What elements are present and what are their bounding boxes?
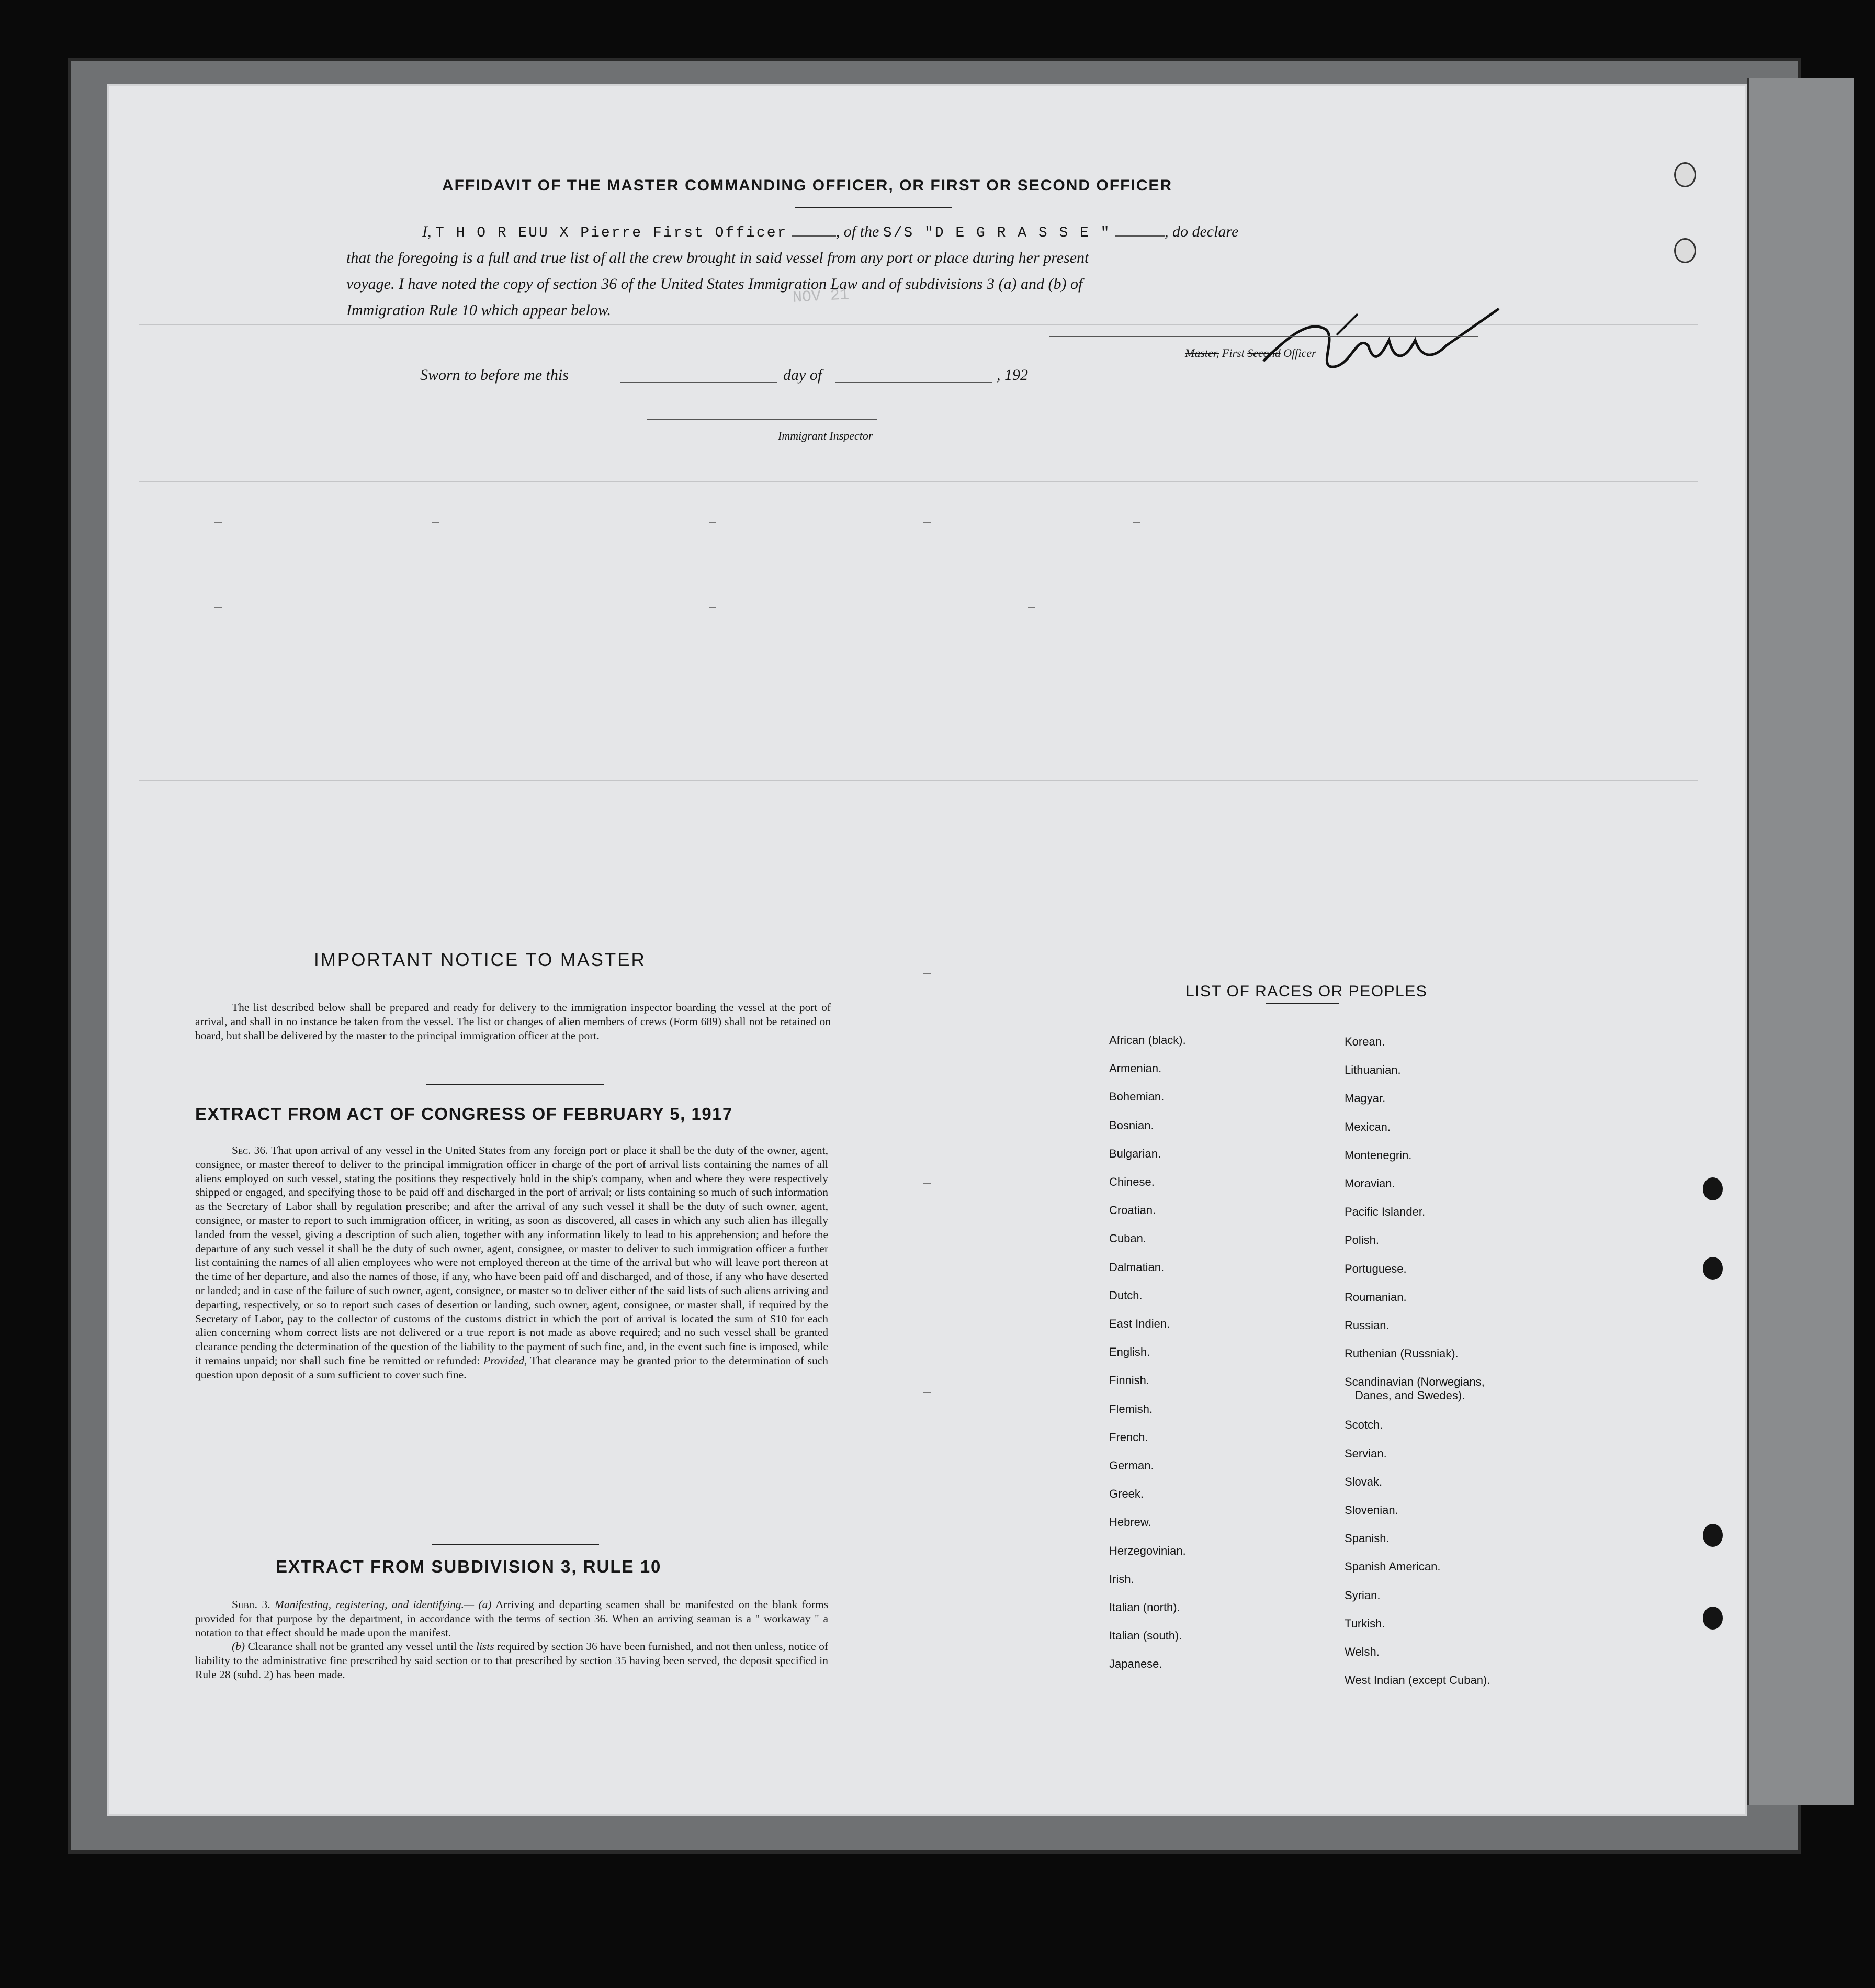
race-item: Korean.	[1345, 1035, 1385, 1048]
race-item: Pacific Islander.	[1345, 1205, 1426, 1219]
binder-hole	[1674, 162, 1696, 187]
races-underline	[1266, 1003, 1339, 1004]
race-item: African (black).	[1109, 1034, 1186, 1047]
race-item: Montenegrin.	[1345, 1148, 1412, 1162]
race-item: Herzegovinian.	[1109, 1544, 1186, 1557]
line1-suffix: , do declare	[1164, 223, 1239, 240]
rule-para-1: Arriving and departing seamen shall be manifested on the blank forms provided for that purpose by the department, in accordance with the terms of section 36. When an arriving seaman is a " workaway " a notation to that effect should be made upon the manifest.	[195, 1598, 828, 1639]
sworn-day-line	[620, 382, 777, 383]
race-item: German.	[1109, 1459, 1154, 1472]
race-item: Italian (south).	[1109, 1629, 1182, 1643]
race-item: Slovenian.	[1345, 1503, 1398, 1517]
race-item: Dalmatian.	[1109, 1260, 1165, 1274]
officer-name: T H O R EUU X Pierre First Officer	[435, 225, 788, 241]
binder-hole	[1703, 1607, 1723, 1630]
notice-title: IMPORTANT NOTICE TO MASTER	[314, 950, 646, 970]
caption-master-struck: Master,	[1185, 346, 1219, 360]
binder-hole	[1703, 1524, 1723, 1547]
grid-dash	[214, 607, 222, 608]
notice-text	[195, 1001, 831, 1042]
extract-act-text	[195, 1143, 828, 1382]
binder-hole	[1703, 1177, 1723, 1200]
grid-dash	[923, 1392, 931, 1393]
race-item: Syrian.	[1345, 1588, 1381, 1602]
inspector-line	[647, 419, 877, 420]
race-item: East Indien.	[1109, 1317, 1170, 1330]
extract-rule-text	[195, 1598, 828, 1682]
grid-dash	[1028, 607, 1035, 608]
vessel-name: S/S "D E G R A S S E "	[883, 225, 1111, 241]
grid-dash	[1133, 522, 1140, 523]
race-item: Spanish American.	[1345, 1560, 1441, 1574]
act-section-label: Sec. 36.	[232, 1144, 268, 1156]
race-item: Greek.	[1109, 1487, 1144, 1501]
race-item: Croatian.	[1109, 1204, 1156, 1217]
title-underline	[795, 207, 952, 208]
race-item: Italian (north).	[1109, 1601, 1180, 1614]
affidavit-title: AFFIDAVIT OF THE MASTER COMMANDING OFFICER, OR FIRST OR SECOND OFFICER	[442, 177, 1173, 194]
affidavit-page	[107, 84, 1747, 1816]
race-item: Dutch.	[1109, 1288, 1143, 1302]
signature-line	[1049, 336, 1478, 337]
race-item: Slovak.	[1345, 1475, 1383, 1488]
race-item: Spanish.	[1345, 1532, 1390, 1545]
rule-lists-word: lists	[476, 1640, 494, 1653]
sworn-month-line	[835, 382, 992, 383]
race-item: Portuguese.	[1345, 1262, 1407, 1275]
race-item: Turkish.	[1345, 1616, 1385, 1630]
caption-first: First	[1222, 346, 1245, 360]
race-item: Russian.	[1345, 1319, 1390, 1332]
caption-second-struck: Second	[1247, 346, 1281, 360]
grid-dash	[709, 607, 716, 608]
race-item: Danes, and Swedes).	[1355, 1389, 1465, 1402]
race-item: West Indian (except Cuban).	[1345, 1673, 1490, 1687]
race-item: Armenian.	[1109, 1062, 1162, 1075]
race-item: Mexican.	[1345, 1120, 1391, 1133]
right-edge-sheet	[1747, 78, 1854, 1805]
grid-dash	[923, 1183, 931, 1184]
notice-divider	[426, 1084, 604, 1085]
bleed-through-line	[139, 780, 1698, 781]
binder-hole	[1674, 238, 1696, 263]
race-item: Finnish.	[1109, 1374, 1150, 1387]
race-item: Flemish.	[1109, 1402, 1153, 1416]
grid-dash	[709, 522, 716, 523]
rule-subd-label: Subd. 3.	[232, 1598, 270, 1611]
races-title: LIST OF RACES OR PEOPLES	[1185, 983, 1428, 1000]
race-item: Welsh.	[1345, 1645, 1380, 1658]
rule-para-2a: Clearance shall not be granted any vessel until the	[247, 1640, 473, 1653]
race-item: Moravian.	[1345, 1177, 1395, 1190]
sworn-text: Sworn to before me this	[420, 366, 569, 384]
bleed-through-line	[139, 481, 1698, 482]
race-item: Bosnian.	[1109, 1118, 1154, 1132]
signature-caption	[1185, 346, 1316, 360]
race-item: Scotch.	[1345, 1418, 1383, 1432]
grid-dash	[923, 973, 931, 974]
race-item: Japanese.	[1109, 1657, 1162, 1671]
caption-officer: Officer	[1283, 346, 1316, 360]
extract-rule-title: EXTRACT FROM SUBDIVISION 3, RULE 10	[276, 1557, 662, 1576]
race-item: Cuban.	[1109, 1232, 1146, 1245]
race-item: Servian.	[1345, 1446, 1387, 1460]
race-item: English.	[1109, 1345, 1150, 1359]
grid-dash	[923, 522, 931, 523]
bleed-through-stamp: NOV 21	[792, 286, 850, 307]
race-item: Roumanian.	[1345, 1290, 1407, 1304]
sworn-year: , 192	[997, 366, 1028, 384]
act-provided: Provided,	[483, 1354, 527, 1367]
affidavit-line-4: Immigration Rule 10 which appear below.	[346, 301, 612, 319]
grid-dash	[432, 522, 439, 523]
race-item: Bohemian.	[1109, 1090, 1165, 1104]
rule-heading: Manifesting, registering, and identifying.— (a)	[275, 1598, 492, 1611]
race-item: Polish.	[1345, 1233, 1380, 1247]
binder-hole	[1703, 1257, 1723, 1280]
act-divider	[432, 1544, 599, 1545]
notice-body: The list described below shall be prepared and ready for delivery to the immigration inspector boarding the vessel at the port of arrival, and shall in no instance be taken from the vessel. The list or changes of alien members of crews (Form 689) shall not be retained on board, but shall be delivered by the master to the principal immigration officer at the port.	[195, 1001, 831, 1042]
rule-para-2b: required by section 36 have been furnished, and not then unless, notice of liability to the administrative fine prescribed by said section or to that prescribed by section 35 having been served, the deposit specified in Rule 28 (subd. 2) has been made.	[195, 1640, 829, 1681]
sworn-dayof: day of	[783, 366, 822, 384]
race-item: Chinese.	[1109, 1175, 1155, 1188]
race-item: Lithuanian.	[1345, 1063, 1401, 1077]
line1-of: , of the	[835, 223, 879, 240]
affidavit-line-3: voyage. I have noted the copy of section 36 of the United States Immigration Law and of subdivisions 3 (a) and (b) of	[346, 275, 1083, 293]
rule-b-label: (b)	[232, 1640, 245, 1653]
grid-dash	[214, 522, 222, 523]
extract-act-title: EXTRACT FROM ACT OF CONGRESS OF FEBRUARY 5, 1917	[195, 1104, 733, 1124]
race-item: Hebrew.	[1109, 1515, 1151, 1529]
race-item: French.	[1109, 1430, 1148, 1444]
line1-prefix: I,	[422, 223, 432, 240]
affidavit-line-2: that the foregoing is a full and true list of all the crew brought in said vessel from any port or place during her present	[346, 249, 1089, 266]
race-item: Ruthenian (Russniak).	[1345, 1347, 1459, 1361]
race-item: Irish.	[1109, 1572, 1134, 1586]
act-body: That upon arrival of any vessel in the United States from any foreign port or place it shall be the duty of the owner, agent, consignee, or master thereof to deliver to the principal immigration officer in charge of the port of arrival lists containing the names of all aliens employed on such vessel, stating the positions they respectively hold in the ship's company, when and where they were respectively shipped or engaged, and specifying those to be paid off and discharged in the port of arrival; or lists containing so much of such information as the Secretary of Labor shall by regulation prescribe; and after the arrival of any such vessel it shall be the duty of such owner, agent, consignee, or master to report to such immigration officer, in writing, as soon as discovered, all cases in which any such alien has illegally landed from the vessel, giving a description of such alien, together with any information likely to lead to his apprehension; and before the departure of any such vessel it shall be the duty of such owner, agent, consignee, or master to deliver to such immigration officer a further list containing the names of all alien employees who were not employed thereon at the time of the arrival but who will leave port thereon at the time of her departure, and also the names of those, if any, who have been paid off and discharged, and of those, if any who have deserted or landed; and in case of the failure of such owner, agent, consignee, or master so to deliver either of the said lists of such aliens arriving and departing, respectively, or so to report such cases of desertion or landing, such owner, agent, consignee, or master shall, if required by the Secretary of Labor, pay to the collector of customs of the customs district in which the port of arrival is located the sum of $10 for each alien concerning whom correct lists are not delivered or a true report is not made as above required; and no such vessel shall be granted clearance pending the determination of the question of the liability to the payment of such fine, and, in the event such fine is imposed, while it remains unpaid; nor shall such fine be remitted or refunded:	[195, 1144, 828, 1367]
race-item: Scandinavian (Norwegians,	[1345, 1375, 1485, 1389]
race-item: Bulgarian.	[1109, 1147, 1161, 1160]
act-body-end: That clearance may be granted prior to the determination of such question upon deposit of a sum sufficient to cover such fine.	[195, 1354, 828, 1381]
race-item: Magyar.	[1345, 1092, 1386, 1105]
affidavit-line-1	[422, 223, 1238, 241]
inspector-caption: Immigrant Inspector	[778, 429, 873, 442]
